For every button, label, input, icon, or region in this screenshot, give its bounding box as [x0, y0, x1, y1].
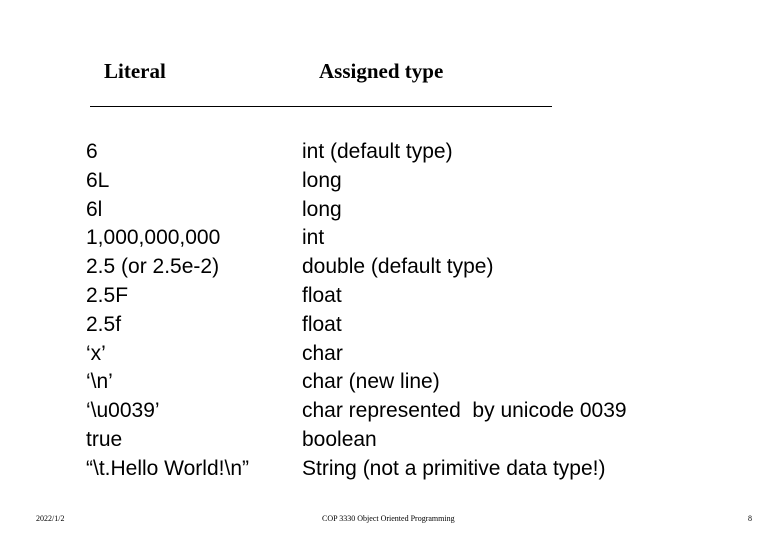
type-cell: char represented by unicode 0039	[302, 399, 627, 423]
literal-cell: ‘\u0039’	[86, 399, 160, 423]
type-cell: boolean	[302, 427, 377, 451]
type-cell: double (default type)	[302, 255, 494, 279]
assigned-type-column-header: Assigned type	[319, 59, 444, 83]
literal-cell: ‘x’	[86, 341, 106, 365]
type-cell: long	[302, 197, 342, 221]
literal-cell: 2.5F	[86, 283, 129, 307]
footer-course-title: COP 3330 Object Oriented Programming	[322, 514, 455, 523]
literal-list	[86, 138, 249, 484]
slide-number: 8	[748, 514, 752, 523]
type-cell: float	[302, 283, 342, 307]
type-cell: char	[302, 341, 343, 365]
literal-cell: “\t.Hello World!\n”	[86, 456, 249, 480]
literal-cell: 6	[86, 140, 98, 163]
literal-column-header: Literal	[104, 59, 166, 83]
literal-cell: 2.5f	[86, 312, 122, 336]
footer-date: 2022/1/2	[36, 514, 65, 523]
literal-cell: ‘\n’	[86, 370, 113, 394]
literal-cell: true	[86, 427, 123, 451]
header-divider	[90, 106, 552, 107]
type-cell: int	[302, 226, 325, 250]
type-cell: float	[302, 312, 342, 336]
type-cell: String (not a primitive data type!)	[302, 456, 606, 480]
assigned-type-list	[302, 138, 627, 484]
type-cell: long	[302, 168, 342, 192]
literal-cell: 2.5 (or 2.5e-2)	[86, 255, 220, 279]
type-cell: int (default type)	[302, 140, 453, 163]
type-cell: char (new line)	[302, 370, 440, 394]
literal-cell: 6l	[86, 197, 103, 221]
literal-cell: 1,000,000,000	[86, 226, 221, 250]
literal-cell: 6L	[86, 168, 110, 192]
